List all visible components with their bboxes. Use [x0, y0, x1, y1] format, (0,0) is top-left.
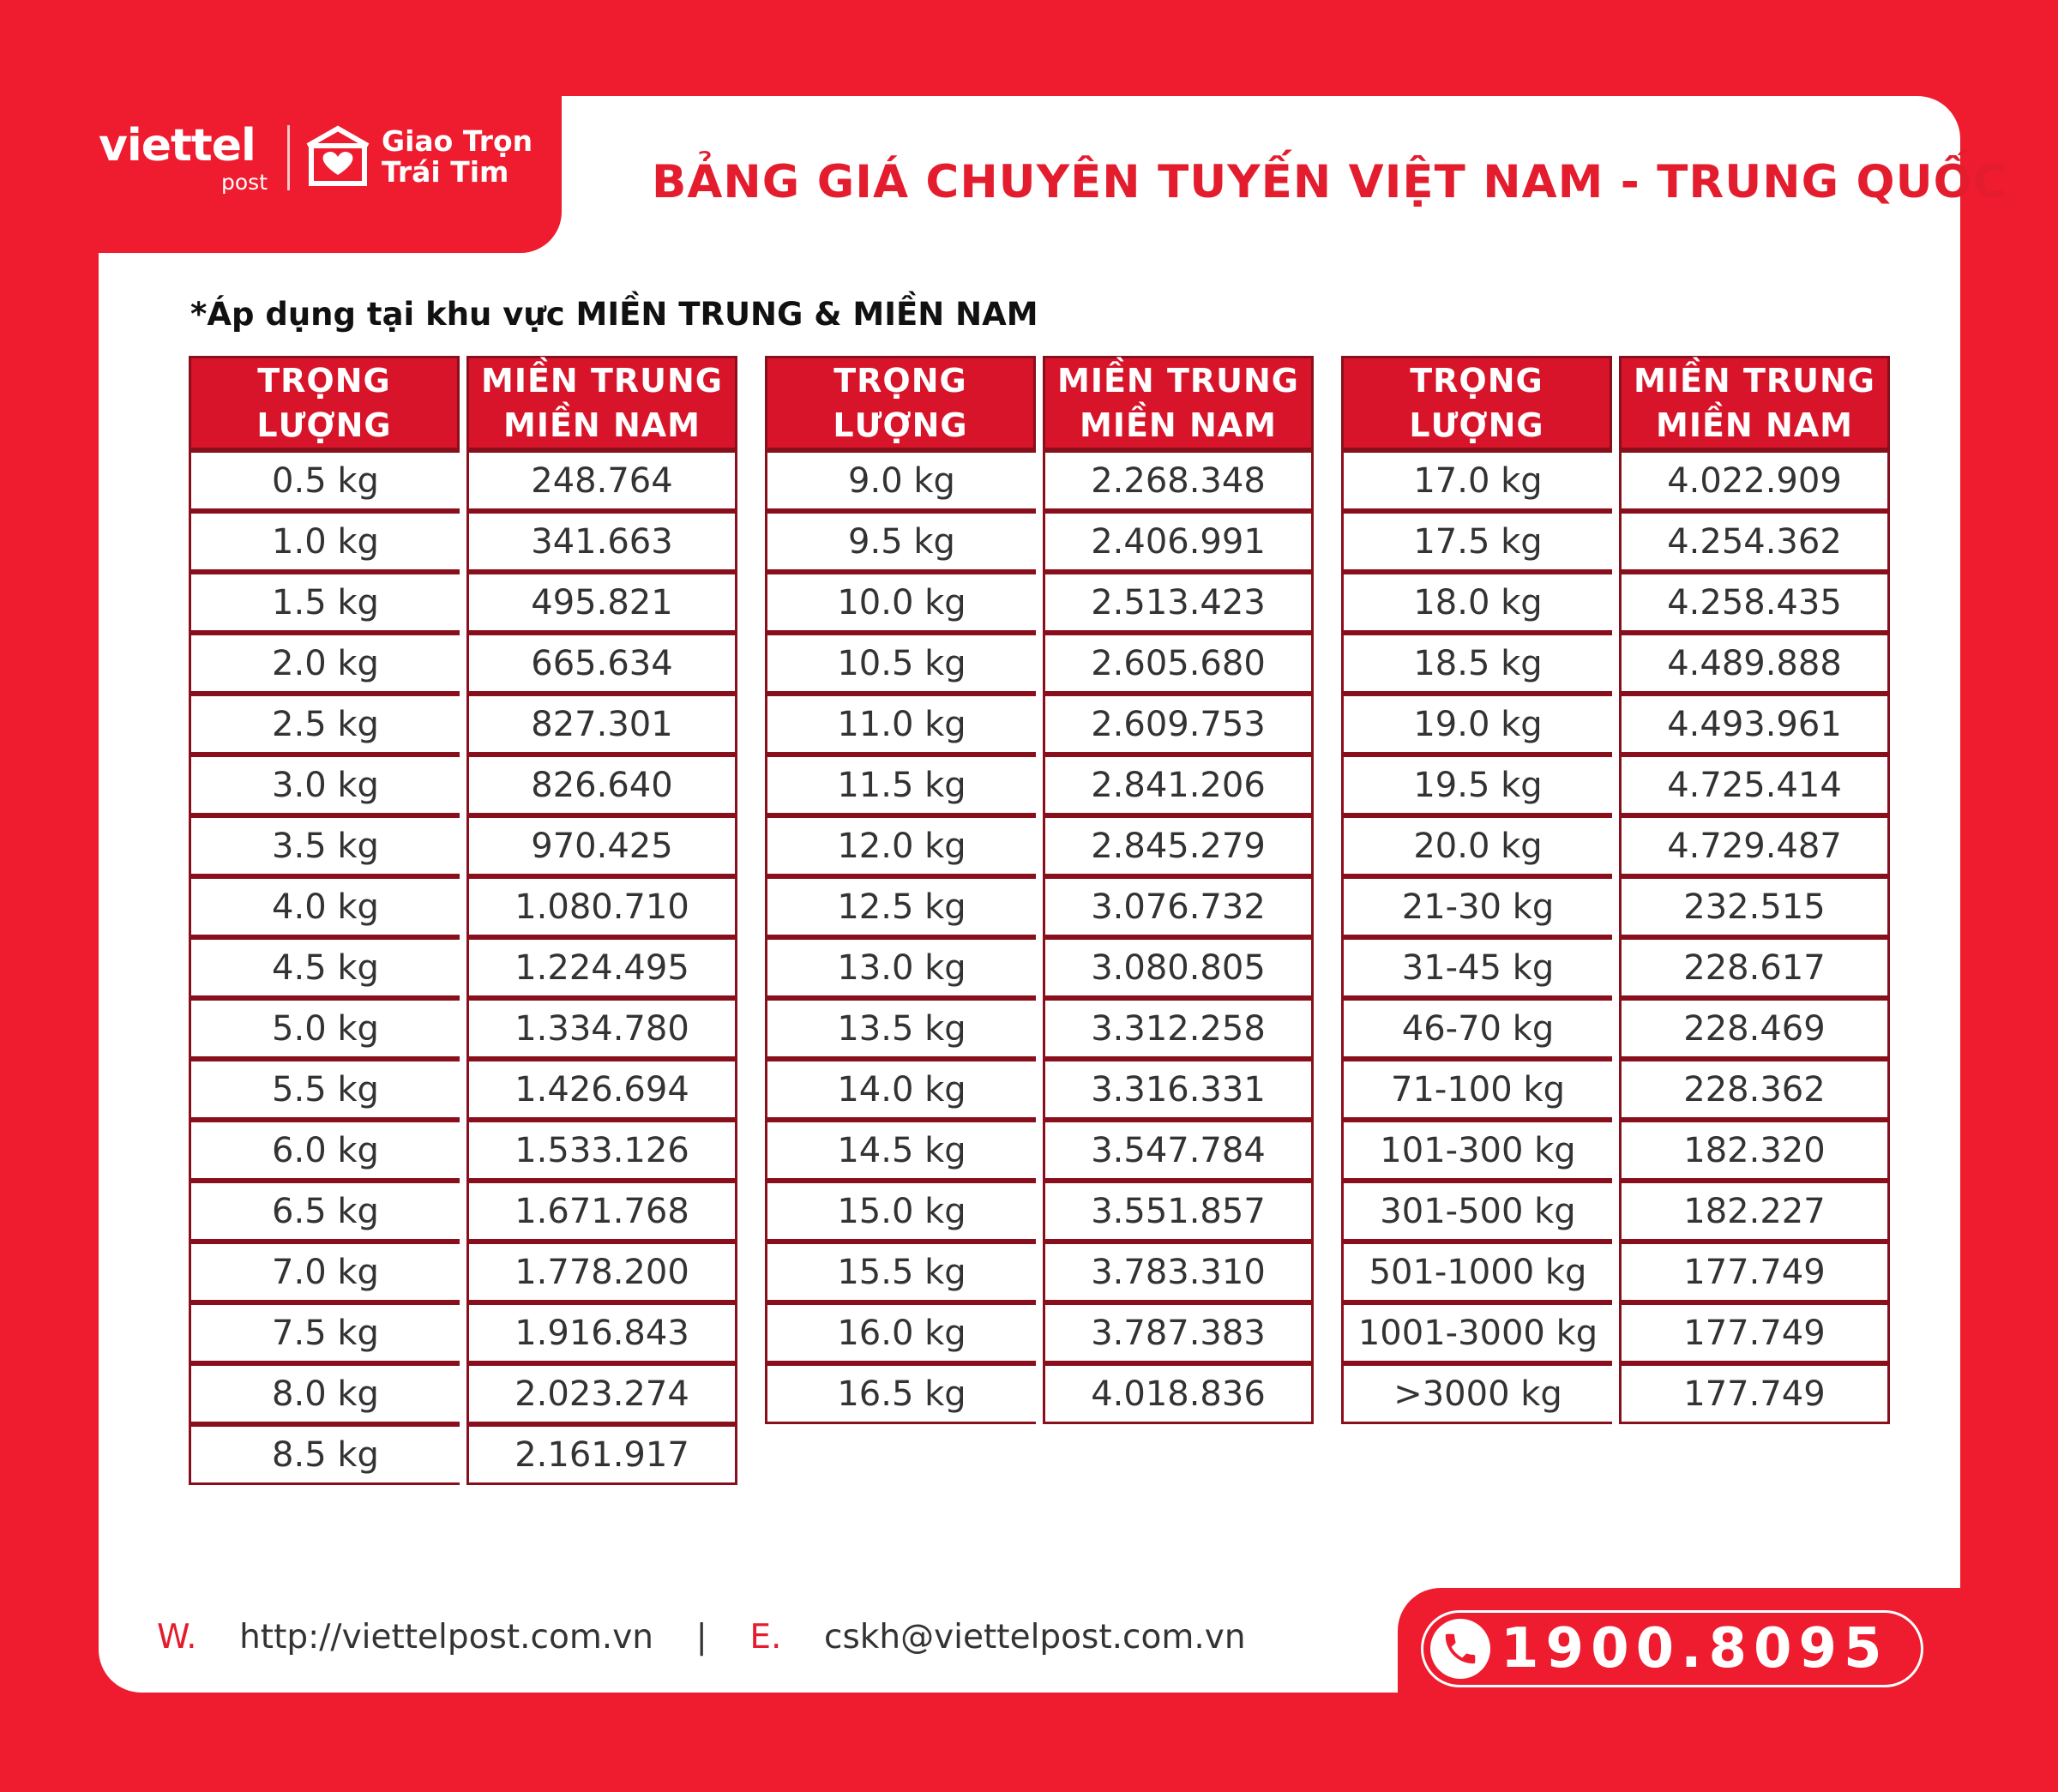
weight-cell: 15.0 kg	[765, 1181, 1036, 1242]
cell-gap	[1612, 1059, 1619, 1120]
cell-gap	[460, 1424, 466, 1485]
weight-cell: 6.0 kg	[189, 1120, 460, 1181]
table-row	[765, 1242, 1314, 1302]
weight-cell: 16.0 kg	[765, 1302, 1036, 1363]
cell-gap	[1036, 998, 1043, 1059]
brand-name: viettel	[99, 120, 256, 171]
table-row	[189, 511, 737, 572]
table-row	[189, 815, 737, 876]
price-cell: 4.729.487	[1619, 815, 1890, 876]
table-row	[189, 450, 737, 511]
email-link[interactable]: cskh@viettelpost.com.vn	[824, 1618, 1246, 1657]
weight-cell: 18.0 kg	[1341, 572, 1612, 633]
table-row	[1341, 450, 1890, 511]
table-row	[1341, 1059, 1890, 1120]
cell-gap	[1036, 1302, 1043, 1363]
price-cell: 177.749	[1619, 1363, 1890, 1424]
table-row	[1341, 633, 1890, 694]
weight-cell: 5.0 kg	[189, 998, 460, 1059]
table-row	[1341, 1181, 1890, 1242]
cell-gap	[1612, 998, 1619, 1059]
weight-cell: 7.0 kg	[189, 1242, 460, 1302]
price-cell: 232.515	[1619, 876, 1890, 937]
weight-cell: 12.5 kg	[765, 876, 1036, 937]
weight-cell: 11.5 kg	[765, 755, 1036, 815]
price-cell: 1.334.780	[466, 998, 737, 1059]
price-table-2	[765, 356, 1314, 1424]
price-cell: 2.161.917	[466, 1424, 737, 1485]
table-row	[765, 1181, 1314, 1242]
price-cell: 827.301	[466, 694, 737, 755]
table-row	[189, 998, 737, 1059]
cell-gap	[1612, 1302, 1619, 1363]
cell-gap	[460, 1181, 466, 1242]
price-cell: 2.609.753	[1043, 694, 1314, 755]
cell-gap	[1612, 1242, 1619, 1302]
cell-gap	[460, 937, 466, 998]
table-row	[189, 694, 737, 755]
price-cell: 228.469	[1619, 998, 1890, 1059]
weight-cell: 7.5 kg	[189, 1302, 460, 1363]
price-header-line-1: MIỀN TRUNG	[1634, 362, 1875, 400]
weight-cell: 5.5 kg	[189, 1059, 460, 1120]
price-header	[1043, 356, 1314, 450]
cell-gap	[1612, 572, 1619, 633]
price-header-line-2: MIỀN NAM	[1656, 406, 1853, 444]
price-cell: 3.547.784	[1043, 1120, 1314, 1181]
footer-contact	[157, 1612, 1246, 1663]
weight-header: TRỌNG LƯỢNG	[189, 356, 460, 450]
price-cell: 228.362	[1619, 1059, 1890, 1120]
table-row	[189, 755, 737, 815]
slogan-line-1: Giao Trọn	[382, 124, 533, 158]
header-gap	[1036, 356, 1043, 450]
cell-gap	[1036, 937, 1043, 998]
price-cell: 665.634	[466, 633, 737, 694]
price-cell: 1.778.200	[466, 1242, 737, 1302]
price-cell: 3.551.857	[1043, 1181, 1314, 1242]
weight-cell: 46-70 kg	[1341, 998, 1612, 1059]
weight-cell: 9.0 kg	[765, 450, 1036, 511]
weight-cell: 11.0 kg	[765, 694, 1036, 755]
table-row	[765, 1363, 1314, 1424]
price-cell: 4.493.961	[1619, 694, 1890, 755]
cell-gap	[1612, 450, 1619, 511]
weight-cell: 8.0 kg	[189, 1363, 460, 1424]
price-cell: 1.080.710	[466, 876, 737, 937]
price-header-line-1: MIỀN TRUNG	[481, 362, 723, 400]
price-cell: 177.749	[1619, 1302, 1890, 1363]
weight-cell: 16.5 kg	[765, 1363, 1036, 1424]
price-cell: 3.316.331	[1043, 1059, 1314, 1120]
table-row	[765, 694, 1314, 755]
price-cell: 341.663	[466, 511, 737, 572]
table-row	[189, 876, 737, 937]
cell-gap	[1036, 815, 1043, 876]
phone-icon	[1430, 1619, 1490, 1679]
table-row	[189, 1363, 737, 1424]
weight-cell: 18.5 kg	[1341, 633, 1612, 694]
cell-gap	[1036, 1181, 1043, 1242]
weight-cell: 2.0 kg	[189, 633, 460, 694]
page-title: BẢNG GIÁ CHUYÊN TUYẾN VIỆT NAM - TRUNG QUỐC	[652, 156, 2007, 208]
price-cell: 2.513.423	[1043, 572, 1314, 633]
price-header-line-2: MIỀN NAM	[1080, 406, 1277, 444]
cell-gap	[460, 876, 466, 937]
price-cell: 3.080.805	[1043, 937, 1314, 998]
brand-sub: post	[221, 170, 268, 195]
table-row	[189, 1120, 737, 1181]
weight-cell: 0.5 kg	[189, 450, 460, 511]
price-cell: 826.640	[466, 755, 737, 815]
cell-gap	[460, 633, 466, 694]
website-link[interactable]: http://viettelpost.com.vn	[239, 1618, 654, 1657]
cell-gap	[1036, 572, 1043, 633]
price-cell: 4.254.362	[1619, 511, 1890, 572]
cell-gap	[1036, 694, 1043, 755]
weight-cell: 6.5 kg	[189, 1181, 460, 1242]
cell-gap	[1036, 876, 1043, 937]
weight-cell: 20.0 kg	[1341, 815, 1612, 876]
weight-cell: 8.5 kg	[189, 1424, 460, 1485]
cell-gap	[1612, 1181, 1619, 1242]
price-header-line-1: MIỀN TRUNG	[1057, 362, 1299, 400]
price-cell: 2.406.991	[1043, 511, 1314, 572]
table-row	[765, 998, 1314, 1059]
cell-gap	[1612, 937, 1619, 998]
weight-cell: 1001-3000 kg	[1341, 1302, 1612, 1363]
cell-gap	[460, 1302, 466, 1363]
price-cell: 4.725.414	[1619, 755, 1890, 815]
weight-cell: 501-1000 kg	[1341, 1242, 1612, 1302]
table-row	[765, 876, 1314, 937]
weight-header: TRỌNG LƯỢNG	[1341, 356, 1612, 450]
weight-cell: 12.0 kg	[765, 815, 1036, 876]
cell-gap	[460, 1363, 466, 1424]
table-row	[189, 1242, 737, 1302]
weight-cell: 21-30 kg	[1341, 876, 1612, 937]
weight-cell: 10.0 kg	[765, 572, 1036, 633]
price-cell: 182.320	[1619, 1120, 1890, 1181]
price-cell: 2.605.680	[1043, 633, 1314, 694]
cell-gap	[460, 572, 466, 633]
weight-cell: 14.0 kg	[765, 1059, 1036, 1120]
weight-cell: 1.0 kg	[189, 511, 460, 572]
cell-gap	[1612, 1363, 1619, 1424]
price-cell: 4.022.909	[1619, 450, 1890, 511]
weight-cell: 31-45 kg	[1341, 937, 1612, 998]
price-cell: 2.841.206	[1043, 755, 1314, 815]
weight-cell: 9.5 kg	[765, 511, 1036, 572]
cell-gap	[1036, 1363, 1043, 1424]
weight-cell: 301-500 kg	[1341, 1181, 1612, 1242]
cell-gap	[460, 1120, 466, 1181]
table-row	[189, 1302, 737, 1363]
price-table-3	[1341, 356, 1890, 1424]
weight-cell: 14.5 kg	[765, 1120, 1036, 1181]
table-row	[765, 633, 1314, 694]
weight-cell: 3.5 kg	[189, 815, 460, 876]
logo-divider	[287, 125, 290, 190]
cell-gap	[1612, 694, 1619, 755]
weight-cell: 15.5 kg	[765, 1242, 1036, 1302]
footer-separator: |	[695, 1618, 707, 1657]
weight-cell: 2.5 kg	[189, 694, 460, 755]
weight-cell: 17.5 kg	[1341, 511, 1612, 572]
price-cell: 1.224.495	[466, 937, 737, 998]
table-row	[189, 633, 737, 694]
price-table-1	[189, 356, 737, 1485]
cell-gap	[1036, 450, 1043, 511]
cell-gap	[1612, 815, 1619, 876]
table-row	[765, 572, 1314, 633]
price-header	[1619, 356, 1890, 450]
weight-cell: 1.5 kg	[189, 572, 460, 633]
table-row	[765, 815, 1314, 876]
table-row	[765, 937, 1314, 998]
price-cell: 1.426.694	[466, 1059, 737, 1120]
email-label: E.	[749, 1618, 782, 1657]
header-gap	[1612, 356, 1619, 450]
table-row	[765, 1059, 1314, 1120]
weight-cell: 17.0 kg	[1341, 450, 1612, 511]
table-row	[765, 1120, 1314, 1181]
table-row	[189, 572, 737, 633]
price-cell: 182.227	[1619, 1181, 1890, 1242]
price-cell: 1.533.126	[466, 1120, 737, 1181]
table-row	[1341, 998, 1890, 1059]
price-header-line-2: MIỀN NAM	[503, 406, 701, 444]
table-row	[1341, 572, 1890, 633]
weight-cell: 3.0 kg	[189, 755, 460, 815]
price-cell: 177.749	[1619, 1242, 1890, 1302]
cell-gap	[1612, 633, 1619, 694]
table-row	[1341, 815, 1890, 876]
header-gap	[460, 356, 466, 450]
weight-cell: 10.5 kg	[765, 633, 1036, 694]
weight-cell: 101-300 kg	[1341, 1120, 1612, 1181]
cell-gap	[460, 998, 466, 1059]
table-row	[1341, 1302, 1890, 1363]
price-cell: 3.783.310	[1043, 1242, 1314, 1302]
weight-cell: 71-100 kg	[1341, 1059, 1612, 1120]
price-cell: 228.617	[1619, 937, 1890, 998]
cell-gap	[460, 450, 466, 511]
cell-gap	[1036, 511, 1043, 572]
weight-cell: >3000 kg	[1341, 1363, 1612, 1424]
cell-gap	[460, 511, 466, 572]
region-note: *Áp dụng tại khu vực MIỀN TRUNG & MIỀN NAM	[190, 296, 1038, 333]
table-row	[189, 1424, 737, 1485]
weight-cell: 19.5 kg	[1341, 755, 1612, 815]
table-row	[765, 1302, 1314, 1363]
table-row	[189, 1181, 737, 1242]
cell-gap	[1036, 755, 1043, 815]
price-cell: 4.489.888	[1619, 633, 1890, 694]
price-cell: 970.425	[466, 815, 737, 876]
price-cell: 4.258.435	[1619, 572, 1890, 633]
table-row	[765, 450, 1314, 511]
price-cell: 248.764	[466, 450, 737, 511]
table-row	[1341, 511, 1890, 572]
price-cell: 2.268.348	[1043, 450, 1314, 511]
cell-gap	[460, 1242, 466, 1302]
web-label: W.	[157, 1618, 197, 1657]
table-row	[1341, 1242, 1890, 1302]
price-cell: 1.671.768	[466, 1181, 737, 1242]
table-row	[189, 1059, 737, 1120]
weight-cell: 13.5 kg	[765, 998, 1036, 1059]
table-row	[1341, 876, 1890, 937]
cell-gap	[1612, 876, 1619, 937]
cell-gap	[460, 755, 466, 815]
price-cell: 3.312.258	[1043, 998, 1314, 1059]
hotline-number: 1900.8095	[1501, 1617, 1889, 1681]
price-header	[466, 356, 737, 450]
table-row	[189, 937, 737, 998]
weight-cell: 19.0 kg	[1341, 694, 1612, 755]
price-cell: 4.018.836	[1043, 1363, 1314, 1424]
cell-gap	[1612, 755, 1619, 815]
price-cell: 2.845.279	[1043, 815, 1314, 876]
price-cell: 3.076.732	[1043, 876, 1314, 937]
heart-box-icon	[304, 125, 371, 189]
cell-gap	[460, 815, 466, 876]
hotline-badge[interactable]	[1421, 1610, 1923, 1687]
table-row	[765, 755, 1314, 815]
cell-gap	[1036, 1242, 1043, 1302]
weight-cell: 4.5 kg	[189, 937, 460, 998]
price-cell: 1.916.843	[466, 1302, 737, 1363]
cell-gap	[1036, 1120, 1043, 1181]
cell-gap	[1036, 1059, 1043, 1120]
cell-gap	[1036, 633, 1043, 694]
table-row	[1341, 755, 1890, 815]
table-row	[1341, 937, 1890, 998]
slogan-line-2: Trái Tim	[382, 155, 509, 189]
cell-gap	[1612, 1120, 1619, 1181]
price-cell: 2.023.274	[466, 1363, 737, 1424]
table-row	[1341, 1363, 1890, 1424]
table-row	[1341, 694, 1890, 755]
table-row	[1341, 1120, 1890, 1181]
price-cell: 495.821	[466, 572, 737, 633]
price-cell: 3.787.383	[1043, 1302, 1314, 1363]
table-row	[765, 511, 1314, 572]
weight-header: TRỌNG LƯỢNG	[765, 356, 1036, 450]
cell-gap	[1612, 511, 1619, 572]
weight-cell: 4.0 kg	[189, 876, 460, 937]
weight-cell: 13.0 kg	[765, 937, 1036, 998]
cell-gap	[460, 1059, 466, 1120]
cell-gap	[460, 694, 466, 755]
